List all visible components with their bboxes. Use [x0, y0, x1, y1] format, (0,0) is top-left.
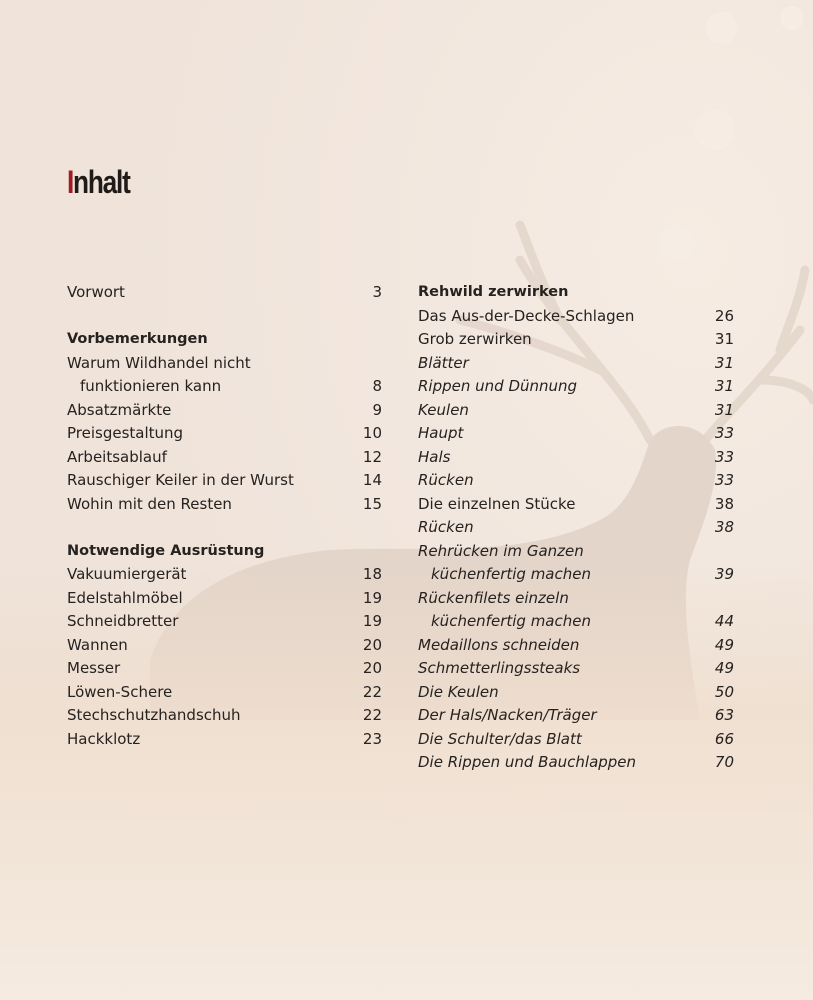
toc-entry-title: Löwen-Schere [67, 682, 173, 701]
toc-entry [418, 563, 734, 587]
toc-entry-title: Warum Wildhandel nicht [67, 353, 251, 372]
toc-page-number: 12 [362, 447, 382, 466]
toc-entry-title: Preisgestaltung [67, 424, 184, 442]
toc-page-number: 26 [714, 306, 734, 325]
toc-entry [418, 540, 734, 564]
toc-entry-title: Der Hals/Nacken/Träger [418, 706, 597, 724]
toc-entry-title: küchenfertig machen [431, 565, 591, 583]
toc-page-number: 9 [372, 400, 382, 419]
toc-page-number: 3 [372, 283, 382, 301]
toc-entry-title: Rücken [418, 471, 474, 489]
toc-entry-title: Absatzmärkte [67, 400, 172, 419]
toc-entry [418, 516, 734, 540]
toc-entry [418, 352, 734, 376]
toc-page-number: 63 [714, 706, 734, 724]
toc-entry [418, 446, 734, 470]
toc-page-number: 31 [714, 400, 734, 419]
title-initial-letter: I [67, 164, 74, 200]
toc-page-number: 19 [362, 588, 382, 607]
toc-entry-title: Vorwort [67, 283, 125, 301]
toc-page-number: 33 [714, 424, 734, 442]
toc-entry [418, 328, 734, 352]
toc-entry-title: Hackklotz [67, 729, 141, 748]
toc-entry [418, 728, 734, 752]
toc-page-number: 66 [714, 729, 734, 748]
toc-entry [67, 728, 382, 752]
toc-page-number: 31 [714, 353, 734, 372]
toc-entry-title: Wannen [67, 635, 128, 654]
toc-entry-title: küchenfertig machen [431, 612, 591, 630]
toc-entry-title: Haupt [418, 424, 464, 442]
toc-entry-title: Messer [67, 659, 121, 677]
toc-entry-title: Edelstahlmöbel [67, 588, 183, 607]
toc-page-number: 38 [714, 518, 734, 536]
toc-entry-title: Rehwild zerwirken [418, 284, 569, 300]
toc-entry [67, 399, 382, 423]
toc-page-number: 8 [372, 377, 382, 395]
toc-page-number: 33 [714, 447, 734, 466]
toc-page-number: 38 [714, 494, 734, 513]
title-rest: nhalt [73, 164, 130, 200]
toc-entry [418, 422, 734, 446]
toc-entry-title: Arbeitsablauf [67, 447, 167, 466]
toc-page-number: 14 [362, 471, 382, 489]
toc-entry-title: Das Aus-der-Decke-Schlagen [418, 306, 635, 325]
toc-page-number: 20 [362, 635, 382, 654]
toc-entry [418, 493, 734, 517]
toc-entry [418, 375, 734, 399]
toc-page-number: 18 [362, 565, 382, 583]
toc-entry-title: Rückenfilets einzeln [418, 588, 569, 607]
toc-right-column [418, 281, 734, 775]
toc-entry [67, 469, 382, 493]
toc-entry-title: Die Keulen [418, 682, 499, 701]
toc-section-heading [67, 328, 382, 352]
toc-entry-title: Rehrücken im Ganzen [418, 541, 584, 560]
toc-entry [67, 281, 382, 305]
toc-entry-title: Rippen und Dünnung [418, 377, 578, 395]
toc-entry [418, 681, 734, 705]
toc-entry [67, 610, 382, 634]
toc-page-number: 15 [362, 494, 382, 513]
toc-entry-title: Keulen [418, 400, 469, 419]
toc-page-number: 49 [714, 635, 734, 654]
toc-entry [418, 587, 734, 611]
toc-entry [418, 751, 734, 775]
toc-entry [67, 704, 382, 728]
toc-page-number: 44 [714, 612, 734, 630]
toc-entry [67, 634, 382, 658]
toc-entry-title: Schneidbretter [67, 612, 179, 630]
toc-entry-title: Blätter [418, 353, 469, 372]
toc-entry [67, 446, 382, 470]
toc-entry [418, 469, 734, 493]
toc-entry-title: Die Rippen und Bauchlappen [418, 753, 637, 771]
toc-entry [67, 422, 382, 446]
toc-page-number: 39 [714, 565, 734, 583]
toc-entry [67, 563, 382, 587]
toc-page-number: 22 [362, 682, 382, 701]
toc-entry [67, 681, 382, 705]
toc-page-number: 23 [362, 729, 382, 748]
toc-page-number: 33 [714, 471, 734, 489]
toc-entry-title: Die einzelnen Stücke [418, 494, 576, 513]
toc-entry [67, 493, 382, 517]
toc-entry [418, 657, 734, 681]
toc-entry [418, 610, 734, 634]
toc-entry [67, 375, 382, 399]
toc-entry [418, 399, 734, 423]
toc-entry-title: funktionieren kann [80, 377, 222, 395]
page-title [67, 166, 130, 198]
toc-entry [67, 657, 382, 681]
toc-entry-title: Notwendige Ausrüstung [67, 542, 265, 559]
toc-entry [418, 305, 734, 329]
toc-page-number: 22 [362, 706, 382, 724]
toc-entry-title: Rauschiger Keiler in der Wurst [67, 471, 294, 489]
toc-page-number: 20 [362, 659, 382, 677]
toc-entry [418, 634, 734, 658]
toc-entry [67, 352, 382, 376]
toc-entry-title: Vakuumiergerät [67, 565, 187, 583]
toc-section-heading [67, 540, 382, 564]
toc-entry-title: Medaillons schneiden [418, 635, 580, 654]
toc-entry-title: Rücken [418, 518, 474, 536]
toc-entry [418, 704, 734, 728]
toc-entry [67, 587, 382, 611]
toc-page-number: 70 [714, 753, 734, 771]
toc-page-number: 31 [714, 377, 734, 395]
toc-entry-title: Die Schulter/das Blatt [418, 729, 582, 748]
toc-page-number: 50 [714, 682, 734, 701]
toc-page-number: 31 [714, 330, 734, 348]
toc-entry-title: Schmetterlingssteaks [418, 659, 581, 677]
toc-page-number: 19 [362, 612, 382, 630]
toc-entry-title: Hals [418, 447, 451, 466]
toc-entry-title: Wohin mit den Resten [67, 494, 232, 513]
toc-page-number: 10 [362, 424, 382, 442]
toc-entry-title: Stechschutzhandschuh [67, 706, 241, 724]
toc-section-heading [418, 281, 734, 305]
toc-entry-title: Grob zerwirken [418, 330, 532, 348]
toc-entry-title: Vorbemerkungen [67, 331, 208, 347]
toc-left-column [67, 281, 382, 751]
toc-page-number: 49 [714, 659, 734, 677]
